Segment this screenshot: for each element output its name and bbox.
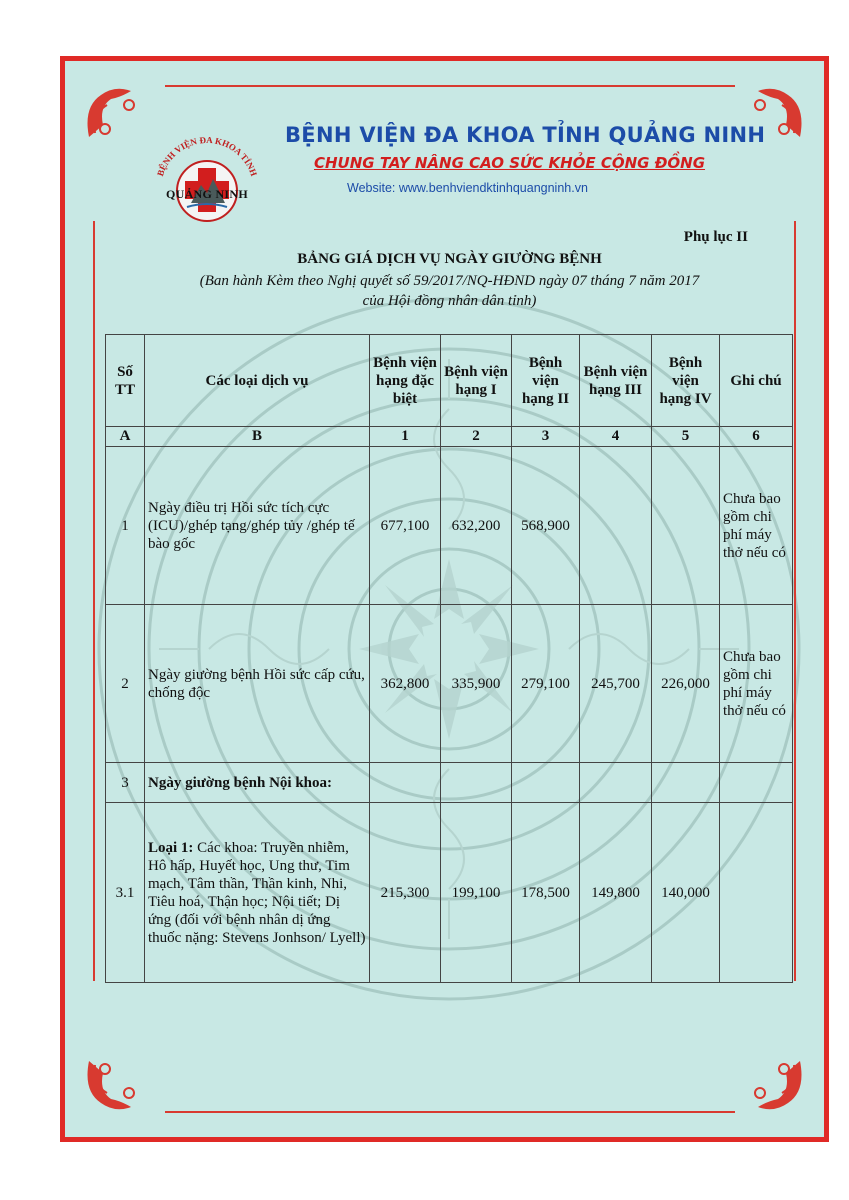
index-cell: 3 [512,427,580,447]
header-grade3: Bệnh viện hạng III [580,335,652,427]
right-rule [794,221,796,981]
price-grade4 [652,447,720,605]
price-grade4 [652,763,720,803]
price-grade3: 149,800 [580,803,652,983]
corner-ornament-icon [81,1051,151,1121]
index-cell: 2 [441,427,512,447]
table-header-row [106,335,793,427]
row-service [145,605,370,763]
row-service-bold: Ngày giường bệnh Nội khoa: [148,774,333,791]
row-stt: 1 [106,447,145,605]
logo-arc-text: BỆNH VIỆN ĐA KHOA TỈNH [155,134,259,178]
document-subtitle [135,271,764,311]
row-note: Chưa bao gồm chi phí máy thở nếu có [720,605,793,763]
price-grade1: 335,900 [441,605,512,763]
price-grade2: 279,100 [512,605,580,763]
header-stt: Số TT [106,335,145,427]
price-grade4: 226,000 [652,605,720,763]
row-note [720,763,793,803]
price-grade1: 632,200 [441,447,512,605]
table-row [106,803,793,983]
document-frame [60,56,829,1142]
index-cell: 5 [652,427,720,447]
row-stt: 3.1 [106,803,145,983]
price-grade4: 140,000 [652,803,720,983]
subtitle-line-1: (Ban hành Kèm theo Nghị quyết số 59/2017/NQ-HĐND ngày 07 tháng 7 năm 2017 [199,273,700,289]
hospital-logo [147,119,267,247]
row-stt: 2 [106,605,145,763]
price-grade3 [580,763,652,803]
row-service [145,763,370,803]
row-note: Chưa bao gồm chi phí máy thở nếu có [720,447,793,605]
header-service: Các loại dịch vụ [145,335,370,427]
subtitle-line-2: của Hội đồng nhân dân tỉnh) [362,293,537,309]
row-service [145,447,370,605]
row-stt: 3 [106,763,145,803]
row-service-text: Ngày điều trị Hồi sức tích cực (ICU)/ghép tạng/ghép tủy /ghép tế bào gốc [148,499,355,552]
header-grade4: Bệnh viện hạng IV [652,335,720,427]
header-grade1: Bệnh viện hạng I [441,335,512,427]
top-rule [165,85,735,87]
price-grade2: 568,900 [512,447,580,605]
row-service-bold: Loại 1: [148,839,194,856]
row-service-text: Các khoa: Truyền nhiễm, Hô hấp, Huyết học, Ung thư, Tim mạch, Tâm thần, Thần kinh, Nhi, Tiêu hoá, Thận học; Nội tiết; Dị ứng (đối với bệnh nhân dị ứng thuốc nặng: Stevens Jonhson/ Lyell) [148,839,366,946]
price-special: 362,800 [370,605,441,763]
row-service [145,803,370,983]
row-note [720,803,793,983]
price-grade2: 178,500 [512,803,580,983]
corner-ornament-icon [738,1051,808,1121]
document-title: BẢNG GIÁ DỊCH VỤ NGÀY GIƯỜNG BỆNH [297,251,602,267]
index-cell: 4 [580,427,652,447]
index-cell: B [145,427,370,447]
price-grade2 [512,763,580,803]
header-grade2: Bệnh viện hạng II [512,335,580,427]
price-special: 677,100 [370,447,441,605]
website-link[interactable]: Website: www.benhviendktinhquangninh.vn [347,181,588,195]
price-special [370,763,441,803]
hospital-name: BỆNH VIỆN ĐA KHOA TỈNH QUẢNG NINH [285,123,766,147]
header-note: Ghi chú [720,335,793,427]
left-rule [93,221,95,981]
bottom-rule [165,1111,735,1113]
index-cell: A [106,427,145,447]
price-grade3: 245,700 [580,605,652,763]
index-row [106,427,793,447]
price-grade1: 199,100 [441,803,512,983]
table-row [106,763,793,803]
table-row [106,447,793,605]
price-special: 215,300 [370,803,441,983]
corner-ornament-icon [81,77,151,147]
price-grade1 [441,763,512,803]
logo-bottom-text: QUẢNG NINH [165,187,248,201]
header-special: Bệnh viện hạng đặc biệt [370,335,441,427]
row-service-text: Ngày giường bệnh Hồi sức cấp cứu, chống độc [148,666,365,701]
slogan: CHUNG TAY NÂNG CAO SỨC KHỎE CỘNG ĐỒNG [314,154,706,172]
index-cell: 6 [720,427,793,447]
price-table [105,334,793,983]
table-row [106,605,793,763]
price-grade3 [580,447,652,605]
index-cell: 1 [370,427,441,447]
appendix-label: Phụ lục II [683,229,748,245]
